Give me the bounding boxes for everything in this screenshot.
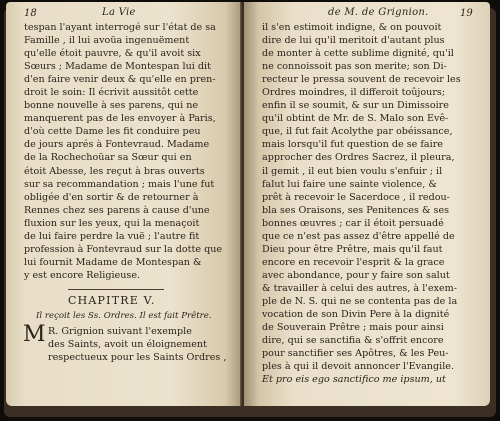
text-line: qu'il obtint de Mr. de S. Malo son Evê- [262, 113, 449, 125]
text-line: ples à qui il devoit annoncer l'Evangile. [262, 361, 454, 373]
text-line: sur sa recommandation ; mais l'une fut [24, 178, 215, 190]
text-line: enfin il se soumit, & sur un Dimissoire [262, 100, 449, 112]
text-line: de jours aprés à Fontevraud. Madame [24, 139, 210, 151]
text-line: d'en faire venir deux & qu'elle en pren- [24, 74, 216, 86]
text-line: prêt à recevoir le Sacerdoce , il redou- [262, 191, 450, 203]
right-page-number: 19 [460, 8, 473, 19]
text-line: que ce n'est pas assez d'être appellé de [262, 230, 455, 242]
text-line: approcher des Ordres Sacrez, il pleura, [262, 152, 455, 164]
right-page [244, 2, 490, 406]
text-line: Dieu pour être Prêtre, mais qu'il faut [262, 243, 443, 255]
text-line: falut lui faire une sainte violence, & [262, 178, 437, 190]
text-line: tespan l'ayant interrogé sur l'état de sa [24, 22, 216, 33]
left-page [6, 2, 242, 406]
text-line: de la Rochechoüar sa Sœur qui en [24, 152, 192, 164]
text-line: & travailler à celui des autres, à l'exem- [262, 282, 458, 294]
text-line: y est encore Religieuse. [24, 269, 141, 281]
right-last-line: Et pro eis ego sanctifico me ipsum, ut [262, 374, 446, 385]
drop-cap: M [23, 322, 46, 347]
left-running-head: La Vie [102, 7, 136, 18]
text-line: fluxion sur les yeux, qui la menaçoit [24, 217, 200, 229]
text-line: Famille , il lui avoüa ingenuëment [24, 35, 190, 47]
text-line: ne connoissoit pas son merite; son Di- [262, 61, 447, 73]
text-line: Sœurs ; Madame de Montespan lui dit [24, 61, 211, 73]
text-line: il s'en estimoit indigne, & on pouvoit [262, 22, 442, 33]
chapter-rule [68, 289, 164, 290]
text-line: de Souverain Prêtre ; mais pour ainsi [262, 322, 444, 334]
text-line: il gemit , il eut bien voulu s'enfuir ; il [262, 165, 443, 177]
left-body-text [24, 21, 222, 282]
text-line: dire, qui se sanctifia & s'offrit encore [262, 335, 444, 347]
right-body-text [262, 21, 461, 373]
text-line: Ordres moindres, il differoit toûjours; [262, 87, 446, 99]
right-running-head: de M. de Grignion. [328, 7, 429, 18]
text-line: R. Grignion suivant l'exemple [48, 326, 192, 337]
text-line: lui fournit Madame de Montespan & [24, 256, 202, 268]
text-line: droit le soin: Il écrivit aussitôt cette [24, 87, 199, 99]
chapter-title: CHAPITRE V. [68, 294, 156, 307]
left-page-number: 18 [24, 8, 37, 19]
chapter-subtitle: Il reçoit les Ss. Ordres. Il est fait Prêtre. [36, 311, 212, 321]
text-line: étoit Abesse, les reçut à bras ouverts [24, 165, 205, 177]
text-line: d'où cette Dame les fit conduire peu [24, 126, 201, 138]
text-line: profession à Fontevraud sur la dotte que [24, 243, 223, 255]
text-line: vocation de son Divin Pere à la dignité [262, 309, 450, 321]
text-line: encore en recevoir l'esprit & la grace [262, 256, 445, 268]
text-line: recteur le pressa souvent de recevoir les [262, 74, 461, 86]
text-line: des Saints, avoit un éloignement [48, 339, 207, 351]
text-line: de monter à cette sublime dignité, qu'il [262, 48, 454, 60]
text-line: bonnes œuvres ; car il étoit persuadé [262, 217, 444, 229]
text-line: respectueux pour les Saints Ordres , [48, 352, 227, 364]
text-line: manquerent pas de les envoyer à Paris, [24, 113, 216, 125]
text-line: bonne nouvelle à ses parens, qui ne [24, 100, 199, 112]
text-line: Rennes chez ses parens à cause d'une [24, 204, 210, 216]
text-line: mais lorsqu'il fut question de se faire [262, 139, 443, 151]
text-line: bla ses Oraisons, ses Penitences & ses [262, 204, 450, 216]
open-book [4, 2, 496, 417]
text-line: avec abondance, pour y faire son salut [262, 269, 450, 281]
text-line: ple de N. S. qui ne se contenta pas de la [262, 295, 458, 307]
text-line: obligée d'en sortir & de retourner à [24, 191, 199, 203]
chapter-body-text [48, 325, 226, 364]
text-line: dire de lui qu'il meritoit d'autant plus [262, 35, 445, 47]
text-line: pour sanctifier ses Apôtres, & les Peu- [262, 348, 449, 360]
text-line: de lui faire perdre la vuë ; l'autre fit [24, 230, 200, 242]
text-line: que, il fut fait Acolythe par obéissance, [262, 126, 453, 138]
text-line: qu'elle étoit pauvre, & qu'il avoit six [24, 48, 201, 60]
